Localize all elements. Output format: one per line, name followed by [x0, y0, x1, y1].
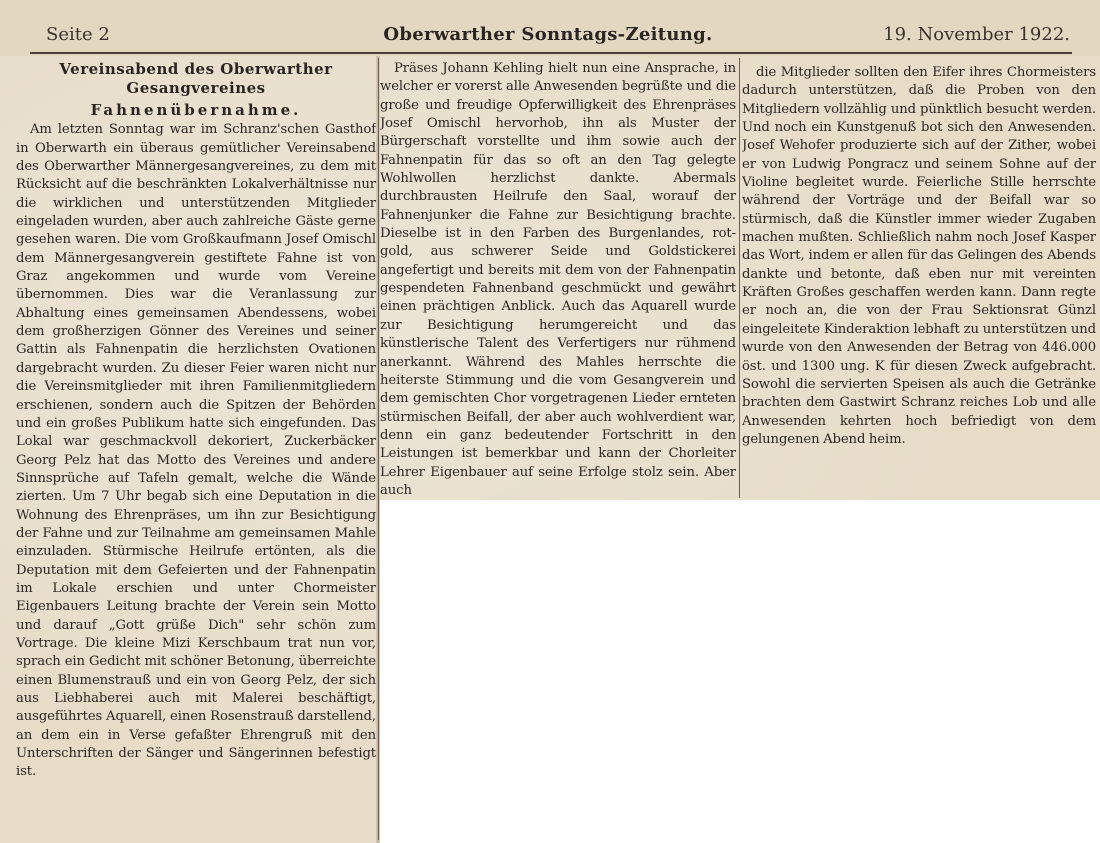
article-column-3	[742, 64, 1096, 500]
article-title-line-1: Vereinsabend des Oberwarther	[59, 60, 333, 78]
article-body-column-3: die Mitglieder sollten den Eifer ihres Chormeisters dadurch unterstützen, daß die Proben von den Mitgliedern vollzählig und pünktlich besucht werden. Und noch ein Kunstgenuß bot sich den Anwesenden. Josef Wehofer produzierte sich auf der Zither, wobei er von Ludwig Pongracz und seinem Sohne auf der Violine begleitet wurde. Feierliche Stille herrschte während der Vorträge und der Beifall war so stürmisch, daß die Künstler immer wieder Zugaben machen mußten. Schließlich nahm noch Josef Kasper das Wort, indem er allen für das Gelingen des Abends dankte und betonte, daß eben nur mit vereinten Kräften Großes geschaffen werden kann. Dann regte er noch an, die von der Frau Sektionsrat Günzl eingeleitete Kinderaktion lebhaft zu unterstützen und wurde von den Anwesenden der Betrag von 446.000 öst. und 1300 ung. K für diesen Zweck aufgebracht. Sowohl die servierten Speisen als auch die Getränke brachten dem Gastwirt Schranz reiches Lob und alle Anwesenden kehrten hoch befriedigt von dem gelungenen Abend heim.	[742, 65, 1096, 447]
article-column-1	[16, 60, 376, 840]
issue-date: 19. November 1922.	[883, 24, 1070, 45]
column-divider-2	[739, 58, 740, 498]
article-body-column-2: Präses Johann Kehling hielt nun eine Ansprache, in welcher er vorerst alle Anwesenden begrüßte und die große und freudige Opferwilligkeit des Ehrenpräses Josef Omischl hervorhob, ihn als Muster der Bürgerschaft vorstellte und ihm sowie auch der Fahnenpatin für das so oft an den Tag gelegte Wohlwollen herzlichst dankte. Abermals durchbrausten Heilrufe den Saal, worauf der Fahnenjunker die Fahne zur Besichtigung brachte. Dieselbe ist in den Farben des Burgenlandes, rot-gold, aus schwerer Seide und Goldstickerei angefertigt und bereits mit dem von der Fahnenpatin gespendeten Fahnenband geschmückt und gewährt einen prächtigen Anblick. Auch das Aquarell wurde zur Besichtigung herumgereicht und das künstlerische Talent des Verfertigers nur rühmend anerkannt. Während des Mahles herrschte die heiterste Stimmung und die vom Gesangverein und dem gemischten Chor vorgetragenen Lieder ernteten stürmischen Beifall, der aber auch wohlverdient war, denn ein ganz bedeutender Fortschritt in den Leistungen ist bemerkbar und kann der Chorleiter Lehrer Eigenbauer auf seine Erfolge stolz sein. Aber auch	[380, 61, 736, 498]
article-title-line-2: Gesangvereines	[126, 79, 266, 97]
blank-background	[380, 500, 1100, 843]
column-divider-1	[378, 58, 379, 840]
page-label: Seite 2	[46, 24, 110, 45]
article-subhead: Fahnenübernahme.	[90, 101, 302, 119]
masthead	[0, 0, 1100, 56]
article-column-2	[380, 60, 736, 500]
article-body-column-1: Am letzten Sonntag war im Schranz'schen Gasthof in Oberwarth ein überaus gemütlicher Vereinsabend des Oberwarther Männergesangvereines, zu dem mit Rücksicht auf die beschränkten Lokalverhältnisse nur die wirklichen und unterstützenden Mitglieder eingeladen wurden, aber auch zahlreiche Gäste gerne gesehen waren. Die vom Großkaufmann Josef Omischl dem Männergesangverein gestiftete Fahne ist von Graz angekommen und wurde vom Vereine übernommen. Dies war die Veranlassung zur Abhaltung eines gemeinsamen Abendessens, wobei dem großherzigen Gönner des Vereines und seiner Gattin als Fahnenpatin die herzlichsten Ovationen dargebracht wurden. Zu dieser Feier waren nicht nur die Vereinsmitglieder mit ihren Familienmitgliedern erschienen, sondern auch die Spitzen der Behörden und ein großes Publikum hatte sich eingefunden. Das Lokal war geschmackvoll dekoriert, Zuckerbäcker Georg Pelz hat das Motto des Vereines und andere Sinnsprüche auf Tafeln gemalt, welche die Wände zierten. Um 7 Uhr begab sich eine Deputation in die Wohnung des Ehrenpräses, um ihn zur Besichtigung der Fahne und zur Teilnahme am gemeinsamen Mahle einzuladen. Stürmische Heilrufe ertönten, als die Deputation mit dem Gefeierten und der Fahnenpatin im Lokale erschien und unter Chormeister Eigenbauers Leitung brachte der Verein sein Motto und darauf „Gott grüße Dich" sehr schön zum Vortrage. Die kleine Mizi Kerschbaum trat nun vor, sprach ein Gedicht mit schöner Betonung, überreichte einen Blumenstrauß und ein von Georg Pelz, der sich aus Liebhaberei auch mit Malerei beschäftigt, ausgeführtes Aquarell, einen Rosenstrauß darstellend, an dem ein in Verse gefaßter Ehrengruß mit den Unterschriften der Sänger und Sängerinnen befestigt ist.	[16, 122, 376, 780]
masthead-rule	[30, 52, 1072, 54]
paper-name: Oberwarther Sonntags-Zeitung.	[383, 24, 713, 45]
